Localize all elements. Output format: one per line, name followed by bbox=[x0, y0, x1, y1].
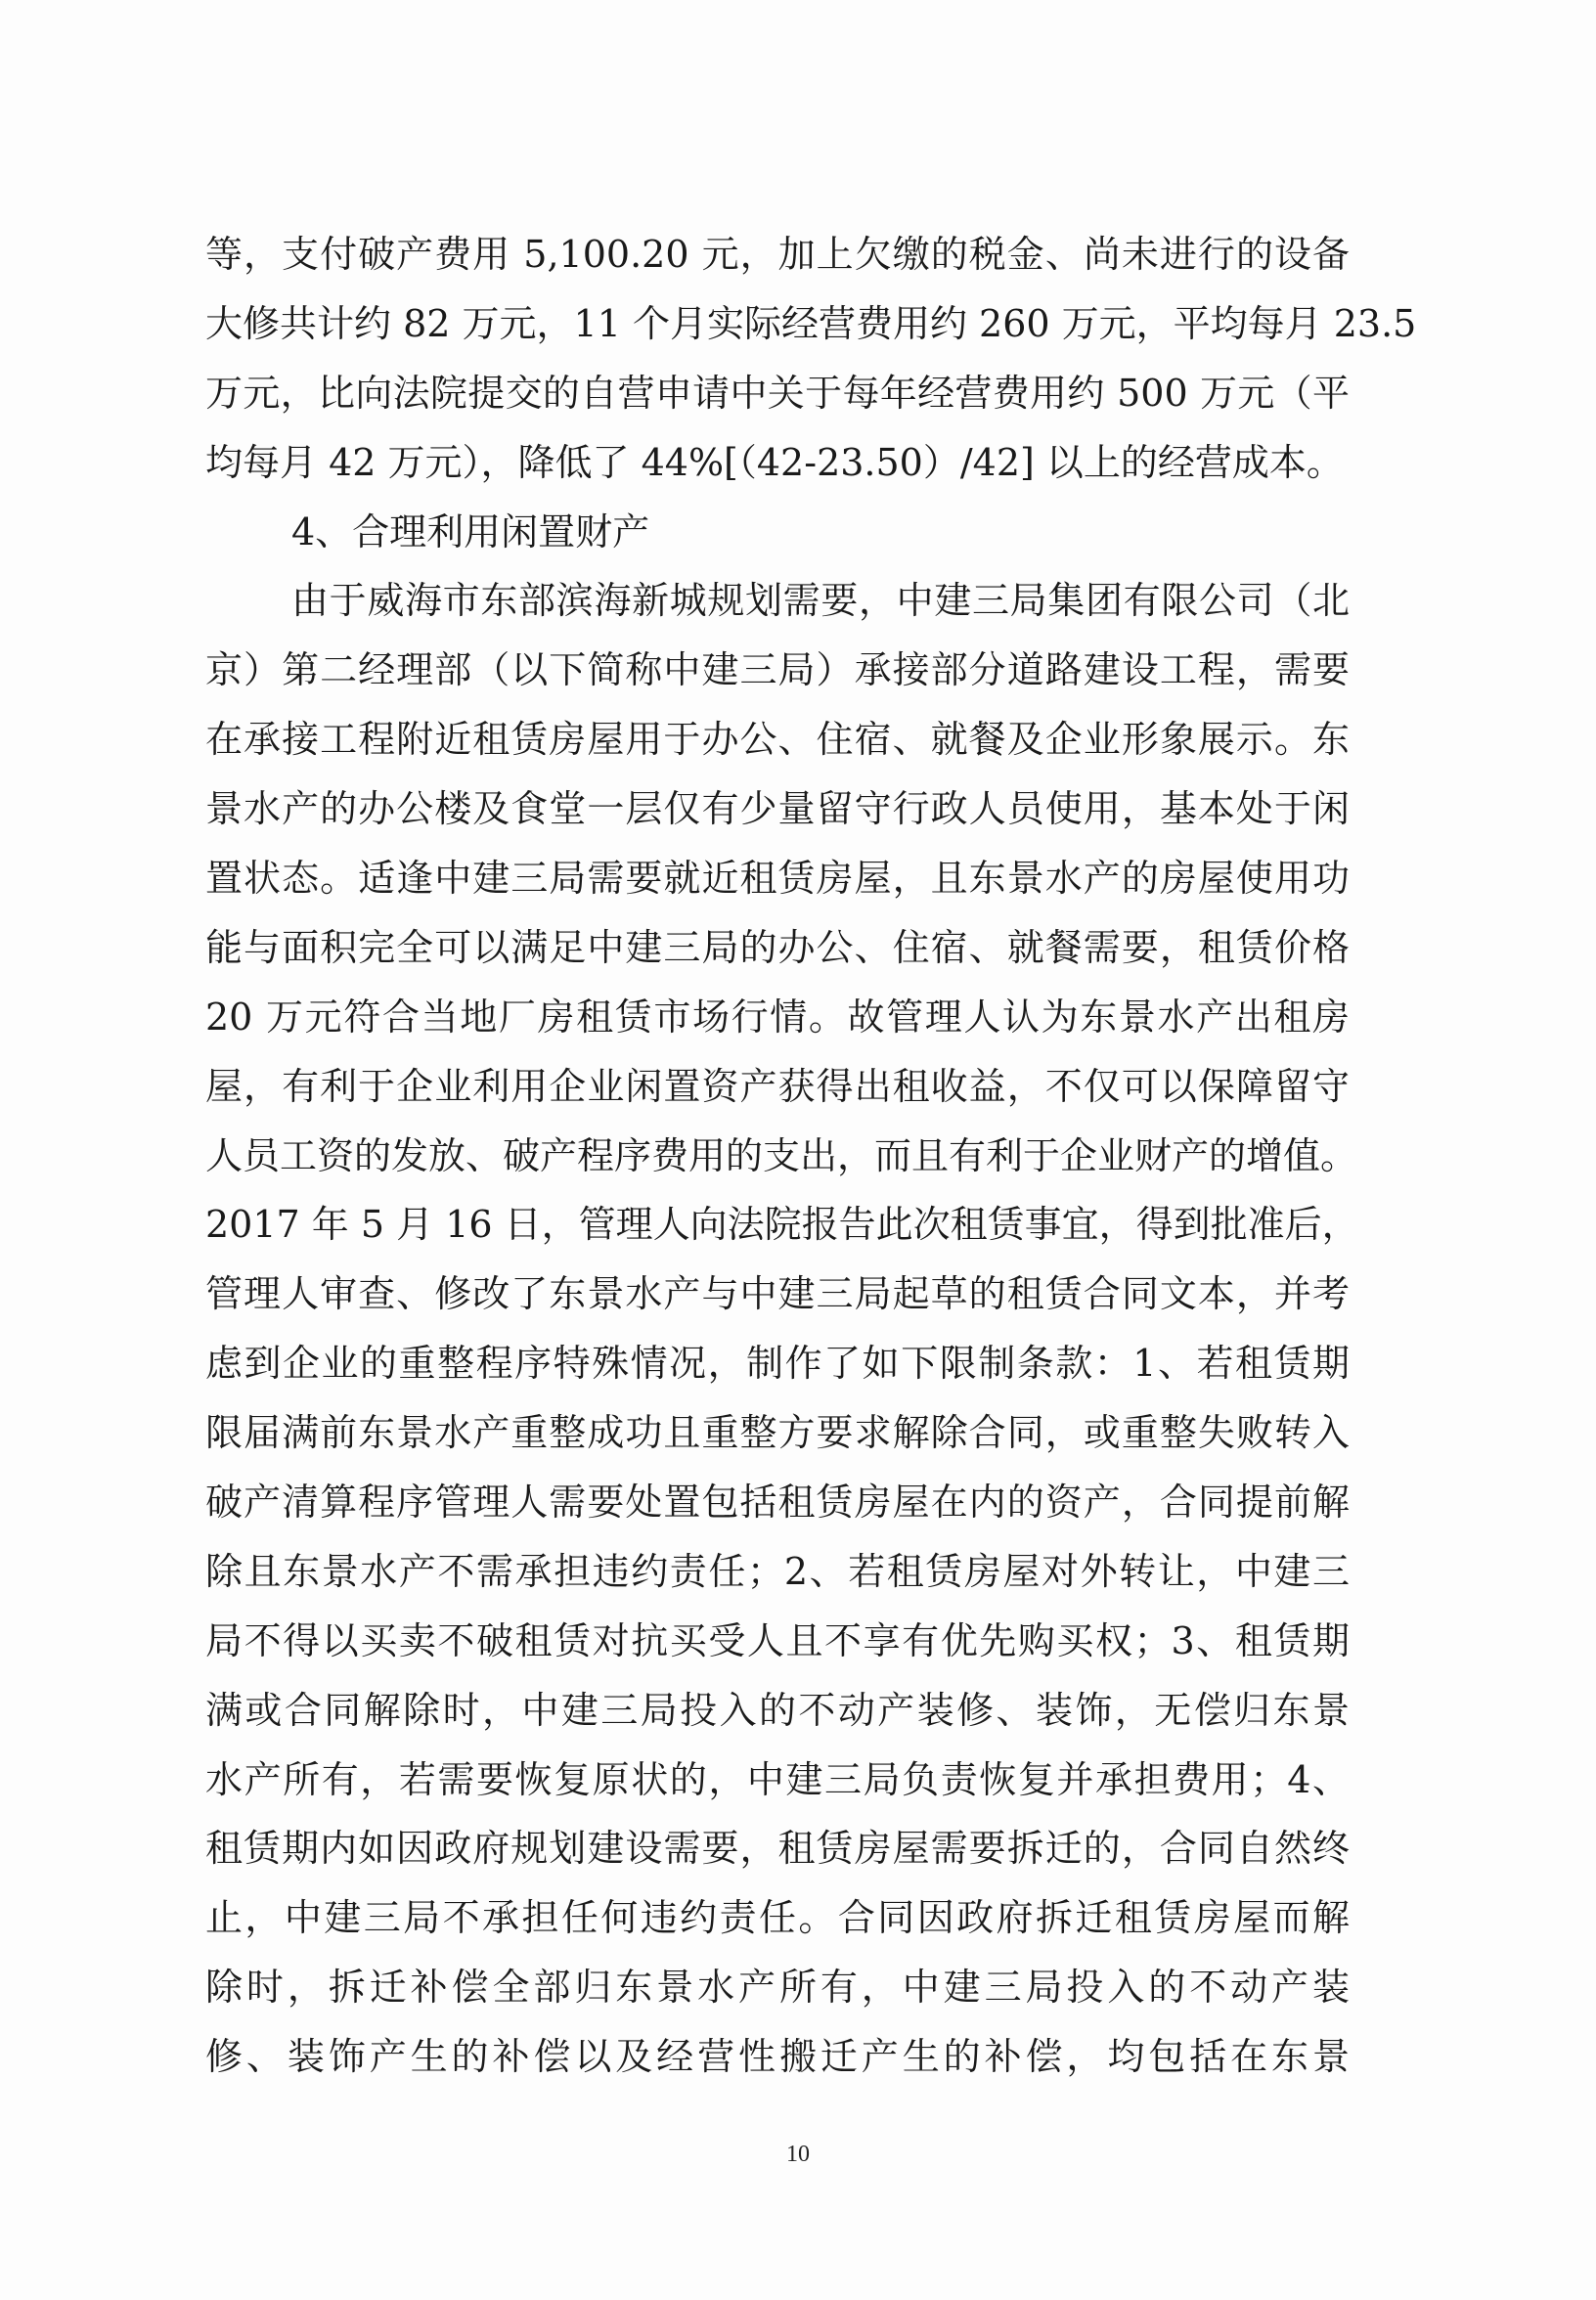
section-heading: 4、合理利用闲置财产 bbox=[291, 509, 650, 553]
text-line: 京）第二经理部（以下简称中建三局）承接部分道路建设工程，需要 bbox=[205, 648, 1350, 692]
text-line: 限届满前东景水产重整成功且重整方要求解除合同，或重整失败转入 bbox=[205, 1411, 1350, 1455]
page-number: 10 bbox=[786, 2142, 810, 2167]
text-line: 租赁期内如因政府规划建设需要，租赁房屋需要拆迁的，合同自然终 bbox=[205, 1827, 1350, 1871]
text-line: 满或合同解除时，中建三局投入的不动产装修、装饰，无偿归东景 bbox=[205, 1688, 1350, 1732]
text-line: 修、装饰产生的补偿以及经营性搬迁产生的补偿，均包括在东景 bbox=[205, 2035, 1350, 2079]
body-text bbox=[205, 220, 1417, 2092]
text-line: 屋，有利于企业利用企业闲置资产获得出租收益，不仅可以保障留守 bbox=[205, 1064, 1350, 1108]
text-line: 在承接工程附近租赁房屋用于办公、住宿、就餐及企业形象展示。东 bbox=[205, 718, 1350, 762]
text-line: 虑到企业的重整程序特殊情况，制作了如下限制条款：1、若租赁期 bbox=[205, 1342, 1350, 1386]
text-line: 除且东景水产不需承担违约责任；2、若租赁房屋对外转让，中建三 bbox=[205, 1549, 1350, 1593]
text-line: 止，中建三局不承担任何违约责任。合同因政府拆迁租赁房屋而解 bbox=[205, 1896, 1350, 1940]
text-line: 2017 年 5 月 16 日，管理人向法院报告此次租赁事宜，得到批准后， bbox=[205, 1203, 1359, 1247]
text-line: 水产所有，若需要恢复原状的，中建三局负责恢复并承担费用；4、 bbox=[205, 1757, 1350, 1801]
text-line: 20 万元符合当地厂房租赁市场行情。故管理人认为东景水产出租房 bbox=[205, 995, 1350, 1039]
text-line: 人员工资的发放、破产程序费用的支出，而且有利于企业财产的增值。 bbox=[205, 1133, 1358, 1177]
text-line: 均每月 42 万元），降低了 44%[（42-23.50）/42] 以上的经营成本。 bbox=[205, 440, 1344, 484]
text-line: 局不得以买卖不破租赁对抗买受人且不享有优先购买权；3、租赁期 bbox=[205, 1618, 1350, 1662]
text-line: 景水产的办公楼及食堂一层仅有少量留守行政人员使用，基本处于闲 bbox=[205, 787, 1350, 831]
text-line: 等，支付破产费用 5,100.20 元，加上欠缴的税金、尚未进行的设备 bbox=[205, 233, 1350, 276]
text-line: 能与面积完全可以满足中建三局的办公、住宿、就餐需要，租赁价格 bbox=[205, 925, 1350, 969]
text-line: 破产清算程序管理人需要处置包括租赁房屋在内的资产，合同提前解 bbox=[205, 1481, 1350, 1525]
text-line: 置状态。适逢中建三局需要就近租赁房屋，且东景水产的房屋使用功 bbox=[205, 857, 1350, 901]
text-line: 大修共计约 82 万元，11 个月实际经营费用约 260 万元，平均每月 23.5 bbox=[205, 301, 1417, 345]
text-line: 管理人审查、修改了东景水产与中建三局起草的租赁合同文本，并考 bbox=[205, 1272, 1350, 1316]
text-line: 万元，比向法院提交的自营申请中关于每年经营费用约 500 万元（平 bbox=[205, 371, 1350, 415]
text-line: 由于威海市东部滨海新城规划需要，中建三局集团有限公司（北 bbox=[291, 579, 1350, 623]
text-line: 除时，拆迁补偿全部归东景水产所有，中建三局投入的不动产装 bbox=[205, 1966, 1350, 2010]
